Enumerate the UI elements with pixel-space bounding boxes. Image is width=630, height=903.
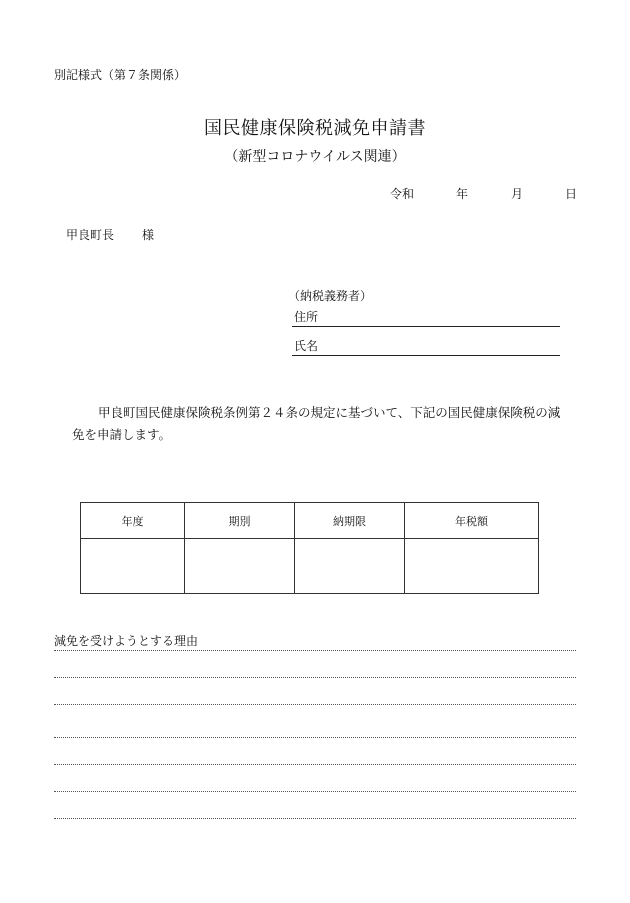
- name-label: 氏名: [294, 339, 319, 353]
- name-field[interactable]: [292, 335, 560, 356]
- address-label: 住所: [294, 310, 319, 324]
- header-due-date: 納期限: [295, 503, 405, 539]
- date-day: 日: [565, 187, 578, 201]
- reason-line[interactable]: [54, 677, 576, 678]
- form-reference: 別記様式（第７条関係）: [54, 68, 187, 82]
- document-title: 国民健康保険税減免申請書: [204, 118, 426, 139]
- taxpayer-label: （納税義務者）: [288, 289, 373, 303]
- cell-due-date[interactable]: [295, 539, 405, 594]
- tax-table: [80, 502, 539, 594]
- cell-annual-tax[interactable]: [405, 539, 539, 594]
- application-statement: 甲良町国民健康保険税条例第２４条の規定に基づいて、下記の国民健康保険税の減免を申請します。: [72, 405, 561, 442]
- header-fiscal-year: 年度: [81, 503, 185, 539]
- addressee-name: 甲良町長: [66, 228, 115, 242]
- reason-line[interactable]: [54, 764, 576, 765]
- cell-fiscal-year[interactable]: [81, 539, 185, 594]
- addressee-honorific: 様: [142, 228, 155, 242]
- document-subtitle: （新型コロナウイルス関連）: [224, 149, 406, 165]
- address-field[interactable]: [292, 306, 560, 327]
- date-year: 年: [456, 187, 469, 201]
- reason-label: 減免を受けようとする理由: [54, 634, 199, 648]
- cell-installment[interactable]: [185, 539, 295, 594]
- reason-line[interactable]: [54, 791, 576, 792]
- reason-line[interactable]: [54, 737, 576, 738]
- date-month: 月: [511, 187, 524, 201]
- reason-line[interactable]: [54, 818, 576, 819]
- table-row: [81, 539, 539, 594]
- header-annual-tax: 年税額: [405, 503, 539, 539]
- date-era: 令和: [390, 187, 415, 201]
- addressee: [66, 226, 154, 243]
- header-installment: 期別: [185, 503, 295, 539]
- reason-line[interactable]: [54, 650, 576, 651]
- reason-line[interactable]: [54, 704, 576, 705]
